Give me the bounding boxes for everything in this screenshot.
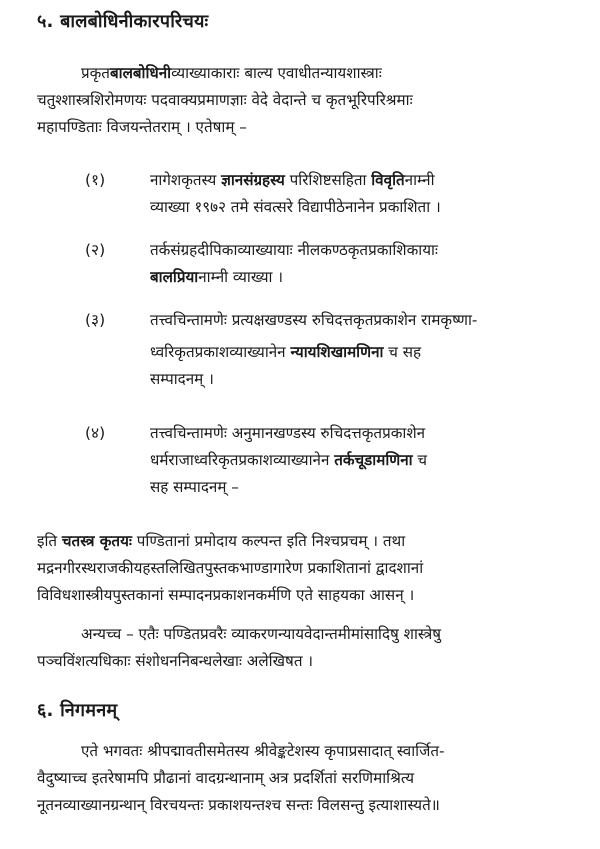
section-5-intro (37, 60, 564, 141)
work-title: ज्ञानसंग्रहस्य (221, 171, 285, 189)
work-title: बालप्रिया (150, 268, 199, 286)
work-title: विवृति (371, 171, 405, 189)
section-6-heading: ६. निगमनम् (37, 700, 118, 721)
section-5-closing: इति चतस्त्र कृतयः पण्डितानां प्रमोदाय कल्पन्त इति निश्चप्रचम् । तथा मद्रनगीरस्थराजकीयहस्तलिखितपुस्तकभाण्डागारेण प्रकाशितानां द्वादशानां विविधशास्त्रीयपुस्तकानां सम्पादनप्रकाशनकर्मणि एते साहयका आसन् । (37, 532, 424, 604)
item-text: नागेशकृतस्य ज्ञानसंग्रहस्य परिशिष्टसहिता विवृतिनाम्नी व्याख्या १९७२ तमे संवत्सरे विद्यापीठेनानेन प्रकाशिता । (150, 171, 441, 216)
item-text: तत्त्वचिन्तामणेः अनुमानखण्डस्य रुचिदत्तकृतप्रकाशेन धर्मराजाध्वरिकृतप्रकाशव्याख्यानेन तर्कचूडामणिना च सह सम्पादनम् – (150, 424, 428, 496)
item-number: (१) (85, 171, 106, 189)
section-5-heading: ५. बालबोधिनीकारपरिचयः (37, 11, 209, 32)
intro-line-2: चतुश्शास्त्रशिरोमणयः पदवाक्यप्रमाणज्ञाः वेदे वेदान्ते च कृतभूरिपरिश्रमाः (37, 91, 413, 109)
item-text: तत्त्वचिन्तामणेः प्रत्यक्षखण्डस्य रुचिदत्तकृतप्रकाशेन रामकृष्णा- ध्वरिकृतप्रकाशव्याख्यानेन न्यायशिखामणिना च सह सम्पादनम् । (150, 311, 478, 388)
intro-line-3: महापण्डिताः विजयन्तेतराम् । एतेषाम् – (37, 118, 247, 136)
item-number: (४) (85, 424, 106, 442)
balabodhini-title: बालबोधिनी (109, 64, 172, 82)
work-title: न्यायशिखामणिना (290, 343, 384, 361)
item-number: (३) (85, 311, 106, 329)
item-number: (२) (85, 241, 106, 259)
work-title: तर्कचूडामणिना (334, 451, 413, 469)
intro-line-1: प्रकृतबालबोधिनीव्याख्याकाराः बाल्य एवाधीतन्यायशास्त्राः (81, 64, 382, 82)
work-count-phrase: चतस्त्र कृतयः (61, 532, 132, 550)
section-6-body: एते भगवतः श्रीपद्मावतीसमेतस्य श्रीवेङ्कटेशस्य कृपाप्रसादात् स्वार्जित- वैदुष्याच्च इतरेषामपि प्रौढानां वादग्रन्थानाम् अत्र प्रदर्शितां सरणिमाश्रित्य नूतनव्याख्यानग्रन्थान् विरचयन्तः प्रकाशयन्तश्च सन्तः विलसन्तु इत्याशास्यते॥ (37, 742, 445, 814)
item-text: तर्कसंग्रहदीपिकाव्याख्यायाः नीलकण्ठकृतप्रकाशिकायाः बालप्रियानाम्नी व्याख्या । (150, 241, 438, 286)
section-5-additional: अन्यच्च – एतैः पण्डितप्रवरैः व्याकरणन्यायवेदान्तमीमांसादिषु शास्त्रेषु पञ्चविंशत्यधिकाः संशोधननिबन्धलेखाः अलेखिषत । (37, 625, 441, 670)
